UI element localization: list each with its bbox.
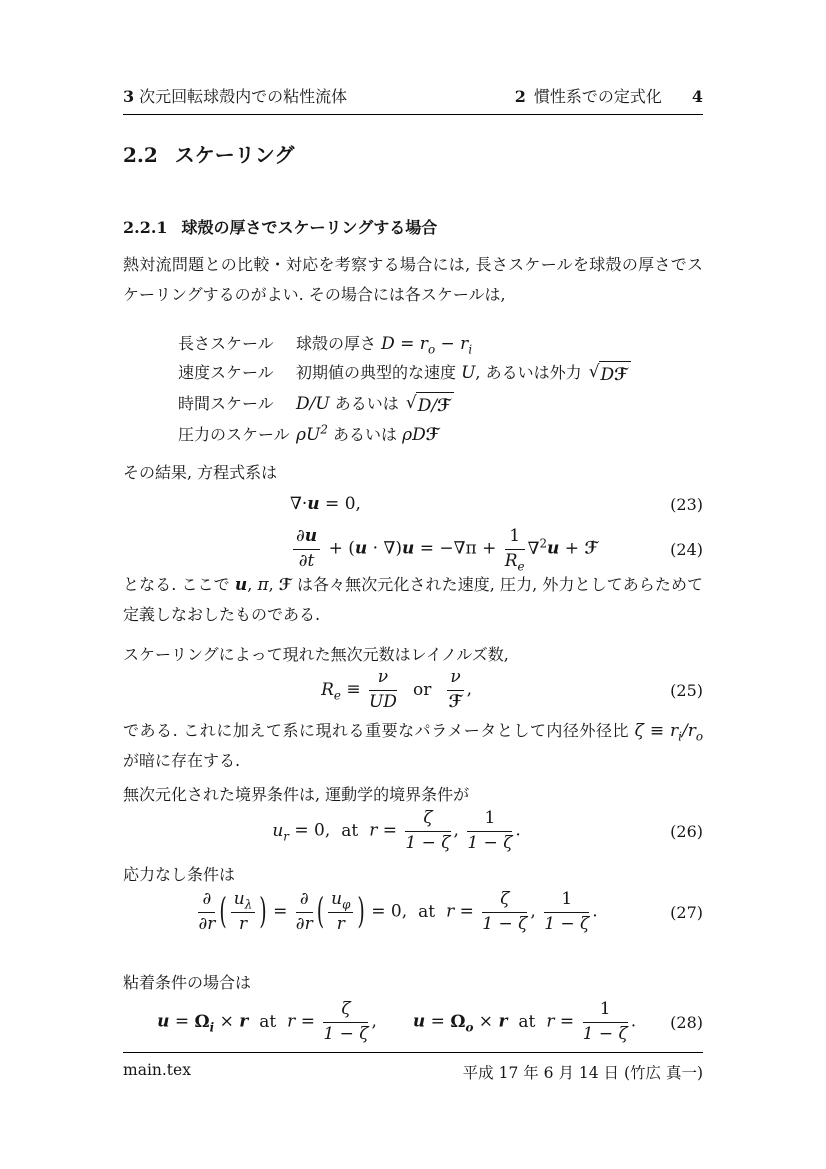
var-u: u — [157, 1011, 170, 1032]
var-r: r — [498, 1011, 508, 1032]
paragraph-boundary: 無次元化された境界条件は, 運動学的境界条件が — [123, 785, 470, 804]
page-number: 4 — [691, 87, 703, 106]
var-u: u — [401, 538, 415, 559]
script-F: ℱ — [584, 538, 599, 559]
header-section-ref — [515, 84, 703, 107]
math-token: $r_i/r_o$ — [670, 721, 703, 744]
var-u: u — [354, 538, 368, 559]
math-token: = — [454, 901, 480, 922]
equation-body — [123, 808, 670, 854]
var-u: u — [547, 538, 560, 559]
fraction: $\frac{\zeta}{1 - \zeta}$ — [323, 999, 369, 1044]
math-token: , — [530, 901, 542, 922]
footer-date: 平成 17 年 6 月 14 日 (竹広 真一) — [462, 1064, 703, 1082]
var-r: r — [446, 901, 455, 922]
script-F: ℱ — [614, 365, 628, 385]
var-r: r — [369, 820, 378, 841]
section-number: 2.2 — [123, 143, 158, 167]
fraction: $\frac{u_\varphi}{r}$ — [328, 889, 353, 935]
scale-label-length: 長さスケール — [178, 334, 274, 353]
equation-number: (28) — [670, 1012, 703, 1032]
equation-number: (27) — [670, 902, 703, 922]
fraction: $\frac{\zeta}{1 - \zeta}$ — [482, 889, 528, 934]
math-token: . — [630, 1011, 637, 1032]
fraction: $\frac{\partial}{\partial r}$ — [295, 889, 313, 934]
math-token: ρDℱ — [402, 425, 440, 445]
subsection-number: 2.2.1 — [123, 218, 168, 237]
var-r: r — [239, 1011, 249, 1032]
scale-desc-text: あるいは — [329, 394, 404, 413]
var-omega-i: $\Omega_i$ — [194, 1011, 215, 1034]
equation-number: (25) — [670, 680, 703, 700]
var-u: u — [412, 1011, 426, 1032]
right-paren: ) — [259, 891, 267, 933]
math-token: · ∇) — [367, 538, 402, 559]
scale-label-time: 時間スケール — [178, 394, 274, 413]
paragraph-definitions — [123, 570, 703, 630]
var-zeta: ζ — [634, 721, 644, 741]
math-token: = — [295, 1011, 321, 1032]
equation-number: (26) — [670, 821, 703, 841]
equation-number: (24) — [670, 539, 703, 559]
subsection-heading — [123, 215, 703, 238]
text-run: が暗に存在する. — [123, 751, 241, 770]
document-title-text: 次元回転球殻内での粘性流体 — [139, 87, 348, 106]
scales-table — [178, 331, 698, 448]
header-section-number: 2 — [514, 87, 526, 106]
text-run: である. これに加えて系に現れる重要なパラメータとして内径外径比 — [123, 721, 635, 740]
scale-desc-text: あるいは — [327, 425, 403, 444]
math-token: U — [461, 363, 476, 383]
script-F: ℱ — [425, 425, 440, 445]
sqrt-radical: √ D/ℱ — [406, 392, 454, 419]
section-title: スケーリング — [174, 143, 295, 167]
math-token: = 0, — [288, 820, 331, 841]
subsection-title: 球殻の厚さでスケーリングする場合 — [181, 218, 438, 237]
var-Re: $R_e$ — [321, 679, 341, 702]
paragraph-reynolds: スケーリングによって現れた無次元数はレイノルズ数, — [123, 645, 509, 664]
nabla-operator: ∇· — [290, 494, 308, 514]
math-token: = — [394, 334, 420, 354]
script-F: ℱ — [278, 575, 292, 594]
equation-body — [123, 667, 670, 713]
var-r: r — [287, 1011, 296, 1032]
scale-label-pressure: 圧力のスケール — [178, 425, 290, 444]
math-token: . — [592, 901, 598, 922]
equation-25 — [123, 666, 703, 714]
cross-operator: × — [214, 1011, 240, 1032]
or-word: or — [412, 679, 432, 700]
fraction: $\frac{\nu}{UD}$ — [368, 667, 397, 712]
equation-body — [123, 999, 670, 1045]
equation-number: (23) — [670, 494, 703, 514]
fraction: $\frac{1}{1 - \zeta}$ — [467, 808, 513, 853]
var-u: u — [307, 494, 320, 514]
scale-desc-text: 初期値の典型的な速度 — [296, 363, 462, 382]
page-header — [123, 84, 703, 115]
math-token: , — [371, 1011, 377, 1032]
scale-desc-text: , あるいは外力 — [475, 363, 587, 382]
math-token: = — [554, 1011, 580, 1032]
fraction: $\frac{\zeta}{1 - \zeta}$ — [405, 808, 451, 853]
fraction: $\frac{1}{R_e}$ — [504, 526, 525, 573]
math-token: $\rho U^2$ — [296, 422, 328, 445]
document-number: 3 — [123, 87, 135, 106]
fraction: $\frac{1}{1 - \zeta}$ — [544, 889, 590, 934]
fraction: $\frac{\partial u}{\partial t}$ — [293, 526, 320, 572]
math-token: = — [169, 1011, 195, 1032]
var-omega-o: $\Omega_o$ — [450, 1011, 474, 1034]
right-paren: ) — [357, 891, 365, 933]
equation-group-23-24 — [123, 490, 703, 576]
sqrt-radical: √ Dℱ — [589, 361, 631, 388]
math-token: = −∇π + — [414, 538, 502, 559]
math-token: . — [515, 820, 521, 841]
header-section-title: 慣性系での定式化 — [533, 87, 662, 106]
math-token: = — [267, 901, 293, 922]
paragraph-aspect-ratio — [123, 716, 703, 776]
fraction: $\frac{\nu}{\text{ℱ}}$ — [448, 667, 463, 712]
equation-28 — [123, 996, 703, 1048]
scale-desc-time — [296, 391, 698, 419]
var-ur: $u_r$ — [272, 820, 289, 843]
math-token: $r_o$ — [419, 334, 436, 357]
var-pi: π — [257, 575, 269, 595]
fraction: $\frac{\partial}{\partial r}$ — [198, 889, 216, 934]
at-word: at — [518, 1011, 536, 1032]
math-token: − — [435, 334, 461, 354]
math-token: = 0, — [319, 494, 361, 514]
var-r: r — [546, 1011, 555, 1032]
text-run: となる. ここで — [123, 575, 235, 594]
paragraph-stressfree: 応力なし条件は — [123, 865, 236, 884]
equiv-operator: ≡ — [340, 679, 366, 700]
math-token: D/U — [296, 394, 330, 414]
nabla-operator: ∇$^2$ — [527, 535, 548, 559]
math-token: + — [559, 538, 585, 559]
scale-desc-velocity — [296, 360, 698, 388]
math-token: $r_i$ — [460, 334, 473, 357]
equation-body — [123, 526, 670, 572]
math-token: = — [425, 1011, 451, 1032]
left-paren: ( — [219, 891, 227, 933]
section-heading — [123, 139, 703, 168]
scale-desc-length — [296, 331, 698, 357]
math-token: , — [453, 820, 465, 841]
var-u: u — [234, 575, 248, 595]
cross-operator: × — [473, 1011, 499, 1032]
scale-desc-text: 球殻の厚さ — [296, 334, 382, 353]
left-paren: ( — [316, 891, 325, 933]
paragraph-result: その結果, 方程式系は — [123, 463, 278, 482]
footer-filename: main.tex — [123, 1061, 191, 1079]
math-token: + ( — [323, 538, 355, 559]
equation-23 — [123, 490, 703, 518]
text-run: , — [268, 575, 279, 594]
paragraph-intro: 熱対流問題との比較・対応を考察する場合には, 長さスケールを球殻の厚さでスケーリングするのがよい. その場合には各スケールは, — [123, 255, 703, 304]
math-token: = 0, — [365, 901, 408, 922]
math-token: D — [381, 334, 395, 354]
equation-body — [123, 889, 670, 935]
equation-26 — [123, 806, 703, 856]
at-word: at — [418, 901, 436, 922]
script-F: ℱ — [437, 396, 451, 416]
header-document-title — [123, 84, 515, 107]
at-word: at — [259, 1011, 277, 1032]
page-footer — [123, 1052, 703, 1083]
scale-label-velocity: 速度スケール — [178, 363, 274, 382]
math-token: , — [466, 679, 473, 700]
scale-desc-pressure — [296, 422, 698, 448]
math-token: = — [377, 820, 403, 841]
fraction: $\frac{1}{1 - \zeta}$ — [582, 999, 628, 1044]
equation-body — [123, 494, 670, 514]
at-word: at — [341, 820, 359, 841]
fraction: $\frac{u_\lambda}{r}$ — [231, 889, 256, 935]
equation-24 — [123, 522, 703, 576]
equation-27 — [123, 884, 703, 940]
equiv-operator: ≡ — [643, 721, 670, 741]
paragraph-noslip: 粘着条件の場合は — [123, 973, 252, 992]
text-run: は各々無次元化された速度, 圧力, 外力としてあらためて定義しなおしたものである. — [123, 575, 704, 624]
text-run: , — [247, 575, 258, 594]
